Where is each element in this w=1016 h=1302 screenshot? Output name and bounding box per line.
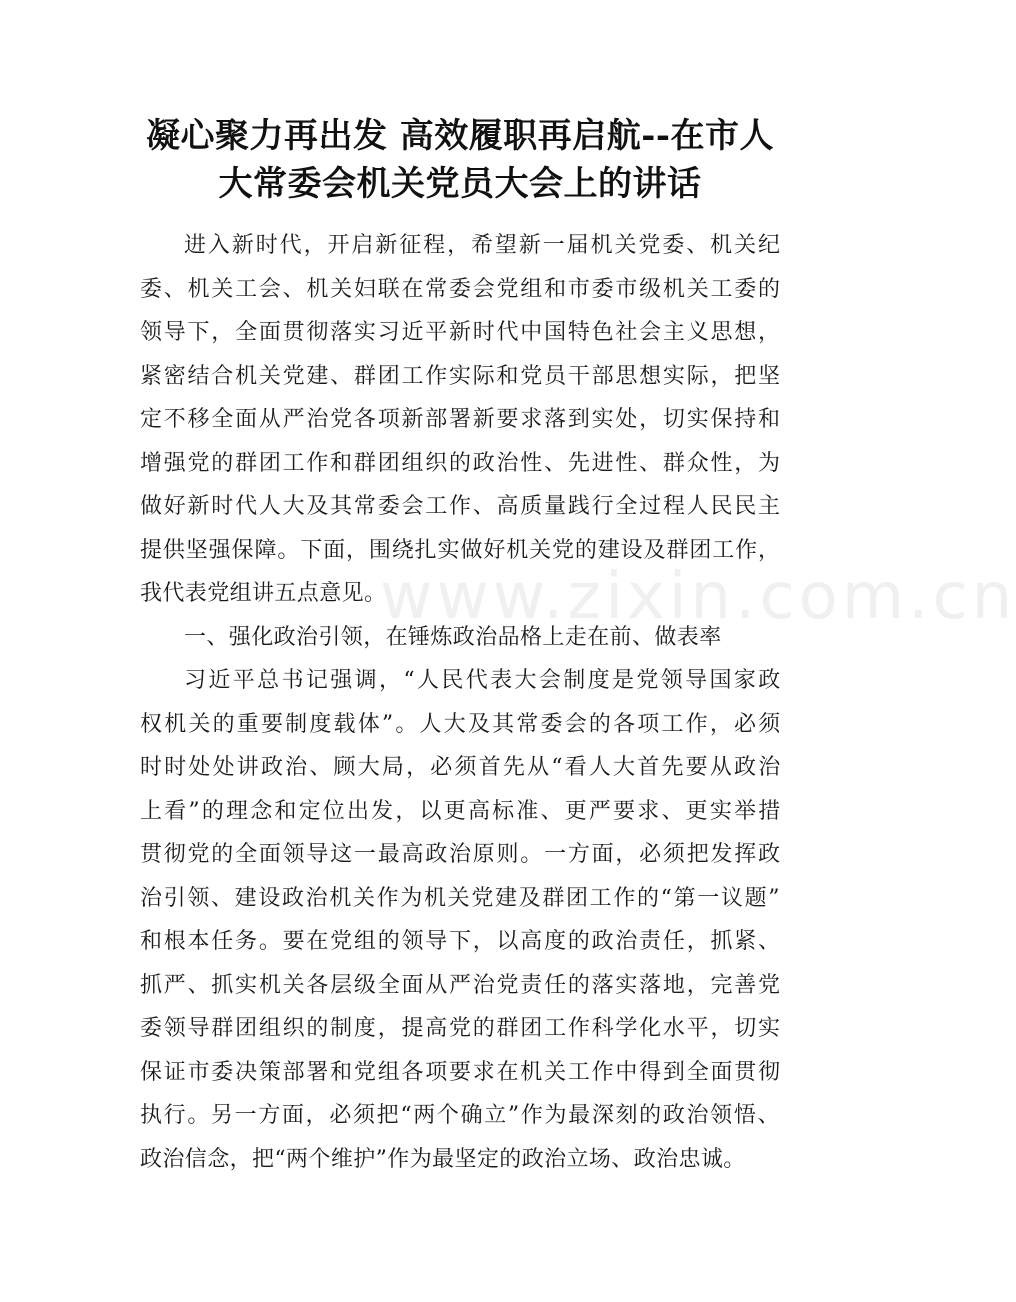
text-line: 我代表党组讲五点意见。 <box>140 581 387 606</box>
watermark: www.zixin.com.cn <box>380 560 1016 634</box>
text-line: 提供坚强保障。下面，围绕扎实做好机关党的建设及群团工作， <box>140 537 781 563</box>
section-heading-1 <box>140 616 780 660</box>
text-line: 进入新时代，开启新征程，希望新一届机关党委、机关纪 <box>184 233 782 258</box>
text-line: 和根本任务。要在党组的领导下，以高度的政治责任，抓紧、 <box>140 929 782 954</box>
text-line: 做好新时代人大及其常委会工作、高质量践行全过程人民民主 <box>140 494 782 519</box>
text-line: 习近平总书记强调，“人民代表大会制度是党领导国家政 <box>184 668 783 693</box>
title-line-1: 凝心聚力再出发 高效履职再启航--在市人 <box>145 116 775 156</box>
document-body <box>140 224 783 1181</box>
text-line: 委领导群团组织的制度，提高党的群团工作科学化水平，切实 <box>140 1016 782 1041</box>
text-line: 治引领、建设政治机关作为机关党建及群团工作的“第一议题” <box>140 885 782 911</box>
text-line: 抓严、抓实机关各层级全面从严治党责任的落实落地，完善党 <box>140 972 782 998</box>
paragraph-intro <box>140 224 780 616</box>
title-line-2: 大常委会机关党员大会上的讲话 <box>218 164 702 204</box>
text-line: 增强党的群团工作和群团组织的政治性、先进性、群众性，为 <box>140 450 782 476</box>
text-line: 政治信念，把“两个维护”作为最坚定的政治立场、政治忠诚。 <box>140 1146 746 1172</box>
text-line: 贯彻党的全面领导这一最高政治原则。一方面，必须把发挥政 <box>140 842 782 867</box>
text-line: 领导下，全面贯彻落实习近平新时代中国特色社会主义思想， <box>140 320 782 345</box>
text-line: 执行。另一方面，必须把“两个确立”作为最深刻的政治领悟、 <box>140 1103 782 1128</box>
text-line: 保证市委决策部署和党组各项要求在机关工作中得到全面贯彻 <box>140 1059 782 1085</box>
text-line: 定不移全面从严治党各项新部署新要求落到实处，切实保持和 <box>140 407 782 432</box>
text-line: 紧密结合机关党建、群团工作实际和党员干部思想实际，把坚 <box>140 363 782 389</box>
paragraph-section-1 <box>140 659 783 1181</box>
text-line: 时时处处讲政治、顾大局，必须首先从“看人大首先要从政治 <box>140 755 783 780</box>
text-line: 权机关的重要制度载体”。人大及其常委会的各项工作，必须 <box>140 711 783 737</box>
section-heading-text: 一、强化政治引领，在锤炼政治品格上走在前、做表率 <box>184 624 722 650</box>
document-title <box>140 112 780 208</box>
text-line: 委、机关工会、机关妇联在常委会党组和市委市级机关工委的 <box>140 276 782 302</box>
text-line: 上看”的理念和定位出发，以更高标准、更严要求、更实举措 <box>140 798 783 824</box>
